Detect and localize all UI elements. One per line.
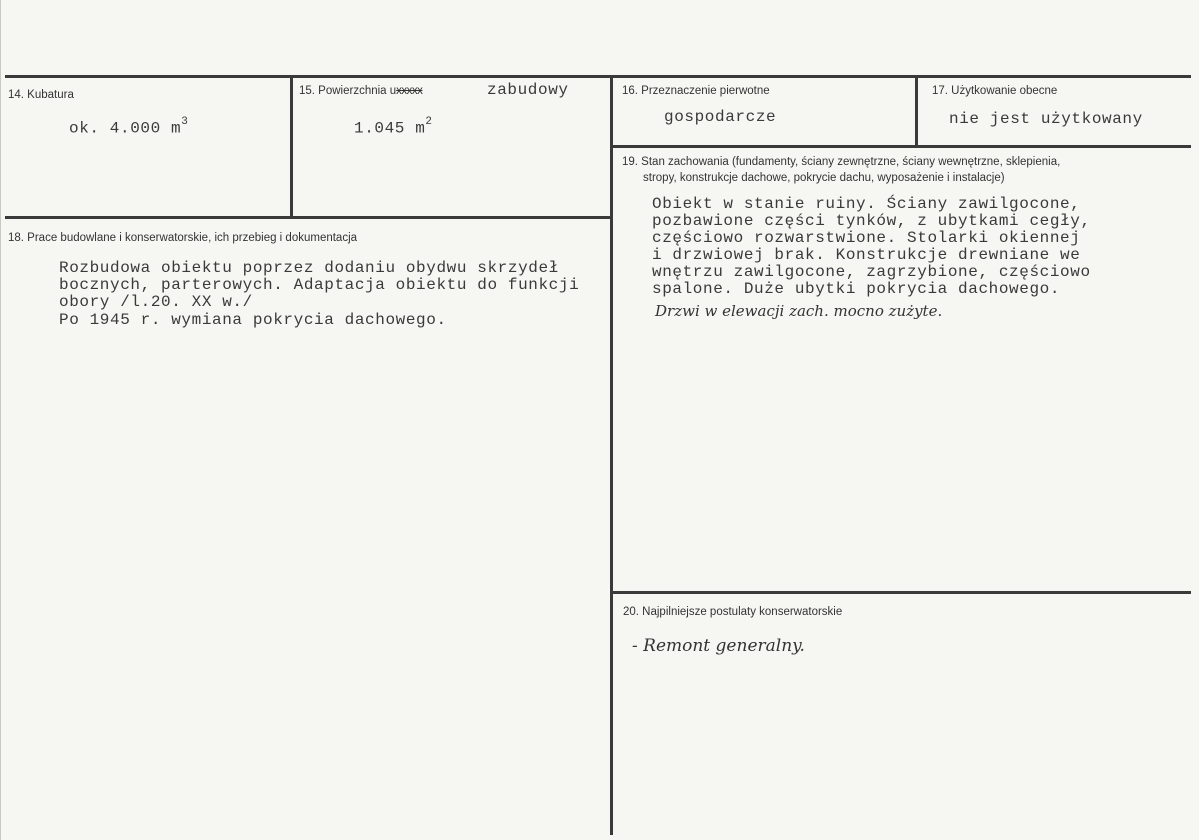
field-15-label-prefix: 15. Powierzchnia u xyxy=(299,85,397,97)
field-15-value-text: 1.045 m xyxy=(354,119,426,138)
field-15-label-added: zabudowy xyxy=(487,81,569,99)
rule-under-14-15 xyxy=(5,216,613,219)
field-19-line-6: spalone. Duże ubytki pokrycia dachowego. xyxy=(652,280,1061,298)
field-16-value: gospodarcze xyxy=(664,108,777,126)
center-divider xyxy=(610,75,613,835)
divider-14-15 xyxy=(290,75,293,219)
top-rule xyxy=(5,75,1191,78)
field-16-label: 16. Przeznaczenie pierwotne xyxy=(622,85,770,97)
rule-under-16-17 xyxy=(610,145,1191,148)
field-18-line-3: obory /l.20. XX w./ xyxy=(59,293,253,311)
field-19-line-3: częściowo rozwarstwione. Stolarki okiennej xyxy=(652,229,1081,247)
field-14-value-text: ok. 4.000 m xyxy=(69,119,182,138)
field-19-line-1: Obiekt w stanie ruiny. Ściany zawilgocone, xyxy=(652,195,1081,213)
field-19-line-4: i drzwiowej brak. Konstrukcje drewniane we xyxy=(652,246,1081,264)
field-14-label: 14. Kubatura xyxy=(8,89,74,101)
field-15-value xyxy=(354,116,433,137)
field-18-line-1: Rozbudowa obiektu poprzez dodaniu obydwu skrzydeł xyxy=(59,259,559,277)
field-15-value-sup: 2 xyxy=(425,116,433,128)
field-20-handwritten-note: - Remont generalny. xyxy=(632,636,805,656)
field-20-label: 20. Najpilniejsze postulaty konserwatorskie xyxy=(623,606,843,618)
field-15-label-struck: xxxxx xyxy=(396,85,423,97)
field-15-label xyxy=(299,83,422,99)
field-17-value: nie jest użytkowany xyxy=(949,110,1143,128)
field-18-line-4: Po 1945 r. wymiana pokrycia dachowego. xyxy=(59,311,447,329)
field-14-value-sup: 3 xyxy=(181,116,189,128)
rule-above-20 xyxy=(610,591,1191,594)
field-19-handwritten-note: Drzwi w elewacji zach. mocno zużyte. xyxy=(655,302,943,320)
field-19-label-line-1: 19. Stan zachowania (fundamenty, ściany zewnętrzne, ściany wewnętrzne, sklepienia, xyxy=(622,156,1061,168)
field-19-line-2: pozbawione części tynków, z ubytkami cegły, xyxy=(652,212,1091,230)
field-17-label: 17. Użytkowanie obecne xyxy=(932,85,1058,97)
field-14-value xyxy=(69,116,188,137)
field-18-label: 18. Prace budowlane i konserwatorskie, ich przebieg i dokumentacja xyxy=(8,232,358,244)
field-18-line-2: bocznych, parterowych. Adaptacja obiektu do funkcji xyxy=(59,276,580,294)
field-19-label-line-2: stropy, konstrukcje dachowe, pokrycie dachu, wyposażenie i instalacje) xyxy=(643,172,1005,184)
field-19-line-5: wnętrzu zawilgocone, zagrzybione, częściowo xyxy=(652,263,1091,281)
divider-16-17 xyxy=(915,75,918,145)
